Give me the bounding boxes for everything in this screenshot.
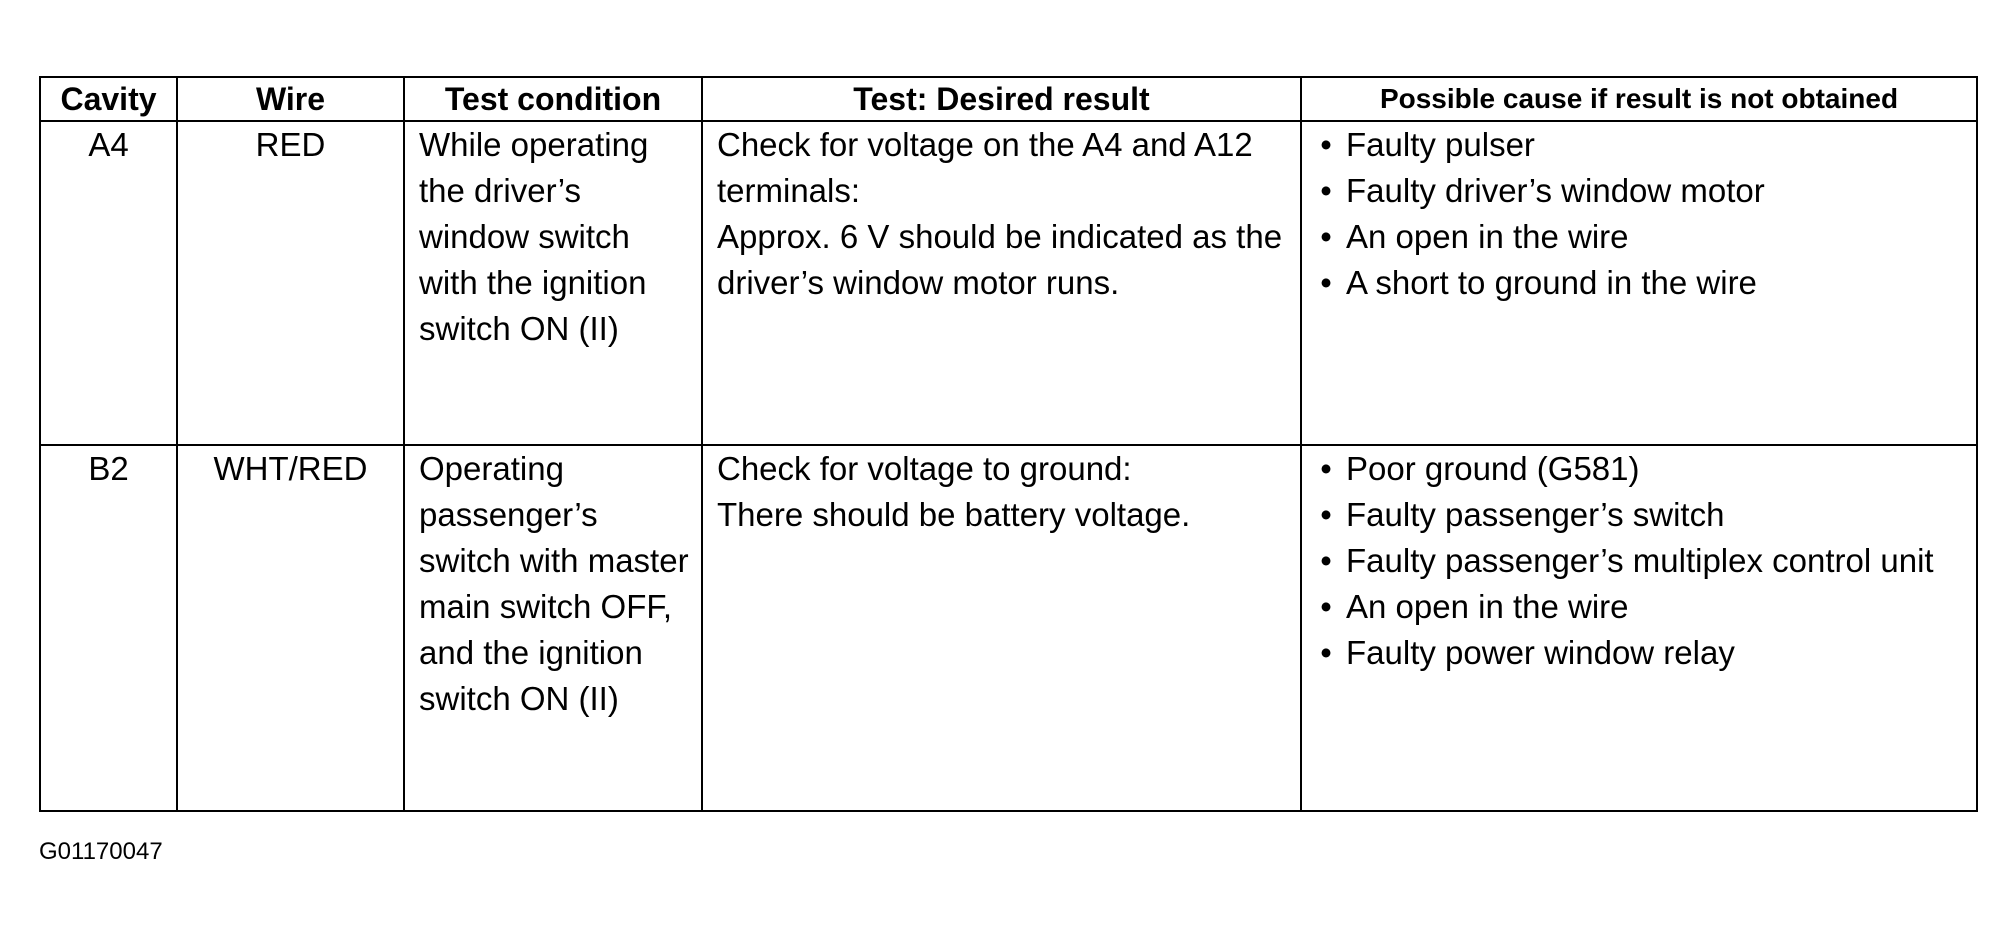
cause-text: Faulty driver’s window motor bbox=[1346, 172, 1765, 209]
cause-text: An open in the wire bbox=[1346, 588, 1629, 625]
cause-item bbox=[1316, 584, 1968, 630]
cause-text: Faulty pulser bbox=[1346, 126, 1535, 163]
cause-item bbox=[1316, 260, 1968, 306]
cavity-cell: B2 bbox=[40, 445, 177, 811]
result-line: Approx. 6 V should be indicated as the driver’s window motor runs. bbox=[717, 218, 1283, 301]
possible-cause-cell bbox=[1301, 445, 1977, 811]
test-condition-cell: While operating the driver’s window switch with the ignition switch ON (II) bbox=[404, 121, 702, 445]
table-row bbox=[40, 445, 1977, 811]
desired-result-cell bbox=[702, 121, 1301, 445]
cause-item bbox=[1316, 446, 1968, 492]
cause-text: Poor ground (G581) bbox=[1346, 450, 1640, 487]
cause-list bbox=[1316, 446, 1968, 676]
table-row bbox=[40, 121, 1977, 445]
cavity-cell: A4 bbox=[40, 121, 177, 445]
cause-item bbox=[1316, 168, 1968, 214]
header-desired-result: Test: Desired result bbox=[702, 77, 1301, 121]
header-cavity: Cavity bbox=[40, 77, 177, 121]
cause-item bbox=[1316, 122, 1968, 168]
diagnostic-table bbox=[39, 76, 1978, 812]
result-line: Check for voltage on the A4 and A12 terminals: bbox=[717, 126, 1253, 209]
header-possible-cause: Possible cause if result is not obtained bbox=[1301, 77, 1977, 121]
result-line: Check for voltage to ground: bbox=[717, 450, 1132, 487]
cause-text: A short to ground in the wire bbox=[1346, 264, 1757, 301]
cause-item bbox=[1316, 492, 1968, 538]
cause-item bbox=[1316, 214, 1968, 260]
header-row bbox=[40, 77, 1977, 121]
header-test-condition: Test condition bbox=[404, 77, 702, 121]
cause-text: Faulty passenger’s switch bbox=[1346, 496, 1725, 533]
desired-result-cell bbox=[702, 445, 1301, 811]
cause-text: Faulty power window relay bbox=[1346, 634, 1735, 671]
wire-cell: RED bbox=[177, 121, 404, 445]
bullet-icon: • bbox=[1320, 588, 1332, 625]
cause-item bbox=[1316, 630, 1968, 676]
bullet-icon: • bbox=[1320, 218, 1332, 255]
bullet-icon: • bbox=[1320, 634, 1332, 671]
figure-code: G01170047 bbox=[39, 838, 163, 865]
cause-text: An open in the wire bbox=[1346, 218, 1629, 255]
possible-cause-cell bbox=[1301, 121, 1977, 445]
cause-list bbox=[1316, 122, 1968, 306]
bullet-icon: • bbox=[1320, 126, 1332, 163]
bullet-icon: • bbox=[1320, 172, 1332, 209]
result-line: There should be battery voltage. bbox=[717, 496, 1191, 533]
bullet-icon: • bbox=[1320, 450, 1332, 487]
cause-item bbox=[1316, 538, 1968, 584]
bullet-icon: • bbox=[1320, 496, 1332, 533]
bullet-icon: • bbox=[1320, 264, 1332, 301]
header-wire: Wire bbox=[177, 77, 404, 121]
bullet-icon: • bbox=[1320, 542, 1332, 579]
test-condition-cell: Operating passenger’s switch with master main switch OFF, and the ignition switch ON (II) bbox=[404, 445, 702, 811]
cause-text: Faulty passenger’s multiplex control unit bbox=[1346, 542, 1934, 579]
wire-cell: WHT/RED bbox=[177, 445, 404, 811]
